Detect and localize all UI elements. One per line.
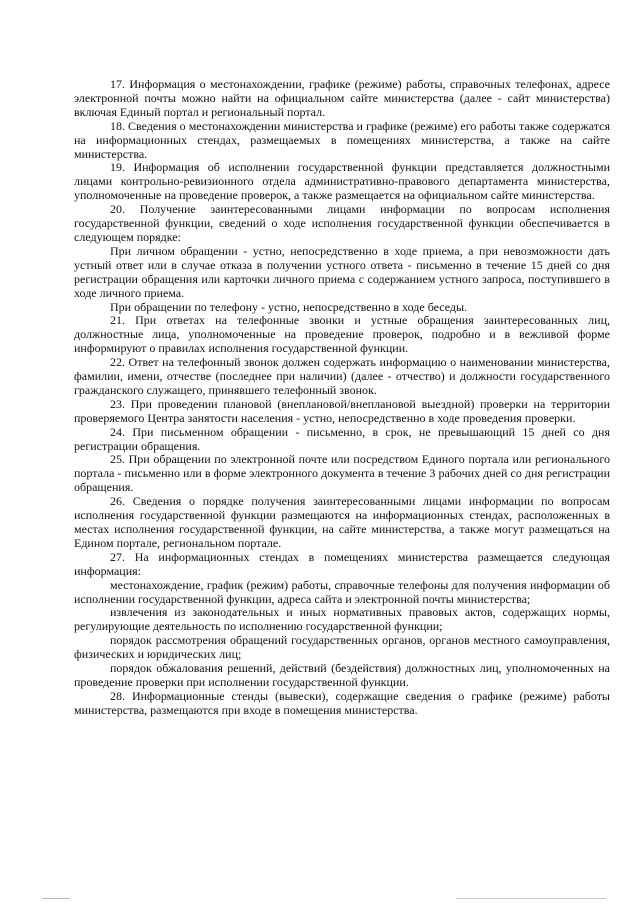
scan-artifact-left <box>42 898 70 899</box>
paragraph-18: 18. Сведения о местонахождении министерства и графике (режиме) его работы также содержатся на информационных стендах, размещаемых в помещениях министерства, а также на сайте министерства. <box>74 118 610 161</box>
paragraph-21: 21. При ответах на телефонные звонки и устные обращения заинтересованных лиц, должностные лица, уполномоченные на проведение проверок, подробно и в вежливой форме информируют о правилах исполнения государственной функции. <box>74 313 610 356</box>
paragraph-27-item-extracts: извлечения из законодательных и иных нормативных правовых актов, содержащих нормы, регулирующие деятельность по исполнению государственной функции; <box>74 605 610 634</box>
paragraph-22: 22. Ответ на телефонный звонок должен содержать информацию о наименовании министерства, фамилии, имени, отчестве (последнее при наличии) (далее - отчество) и должности государственного гражданского служащего, принявшего телефонный звонок. <box>74 355 610 397</box>
paragraph-23: 23. При проведении плановой (внеплановой/внеплановой выездной) проверки на территории проверяемого Центра занятости населения - устно, непосредственно в ходе проведения проверки. <box>74 396 610 425</box>
paragraph-26: 26. Сведения о порядке получения заинтересованными лицами информации по вопросам исполнения государственной функции размещаются на информационных стендах, расположенных в местах исполнения государственной функции, на сайте министерства, а также могут размещаться на Едином портале, региональном портале. <box>74 494 610 550</box>
paragraph-24: 24. При письменном обращении - письменно, в срок, не превышающий 15 дней со дня регистрации обращения. <box>74 424 610 453</box>
paragraph-25: 25. При обращении по электронной почте или посредством Единого портала или регионального портала - письменно или в форме электронного документа в течение 3 рабочих дней со дня регистрации обращения. <box>74 452 610 495</box>
paragraph-27-item-location: местонахождение, график (режим) работы, справочные телефоны для получения информации об исполнении государственной функции, адреса сайта и электронной почты министерства; <box>74 577 610 606</box>
paragraph-20: 20. Получение заинтересованными лицами информации по вопросам исполнения государственной функции, сведений о ходе исполнения государственной функции обеспечивается в следующем порядке: <box>74 202 610 244</box>
paragraph-19: 19. Информация об исполнении государственной функции представляется должностными лицами контрольно-ревизионного отдела административно-правового департамента министерства, уполномоченные на проведение проверок, а также размещается на официальном сайте министерства. <box>74 160 610 203</box>
document-body <box>74 78 610 718</box>
paragraph-20-phone: При обращении по телефону - устно, непосредственно в ходе беседы. <box>110 299 468 314</box>
paragraph-17: 17. Информация о местонахождении, графике (режиме) работы, справочных телефонах, адресе электронной почты можно найти на официальном сайте министерства (далее - сайт министерства) включая Единый портал и региональный портал. <box>74 77 610 119</box>
paragraph-27-item-review-procedure: порядок рассмотрения обращений государственных органов, органов местного самоуправления, физических и юридических лиц; <box>74 633 610 662</box>
paragraph-28: 28. Информационные стенды (вывески), содержащие сведения о графике (режиме) работы министерства, размещаются при входе в помещения министерства. <box>74 688 610 717</box>
scan-artifact-right <box>456 898 606 899</box>
paragraph-20-personal-visit: При личном обращении - устно, непосредственно в ходе приема, а при невозможности дать устный ответ или в случае отказа в получении устного ответа - письменно в течение 15 дней со дня регистрации обращения или карточки личного приема с содержанием устного запроса, поступившего в ходе личного приема. <box>74 243 610 300</box>
paragraph-27-item-appeal-procedure: порядок обжалования решений, действий (бездействия) должностных лиц, уполномоченных на проведение проверки при исполнении государственной функции. <box>74 661 610 689</box>
paragraph-27: 27. На информационных стендах в помещениях министерства размещается следующая информация: <box>74 549 610 578</box>
